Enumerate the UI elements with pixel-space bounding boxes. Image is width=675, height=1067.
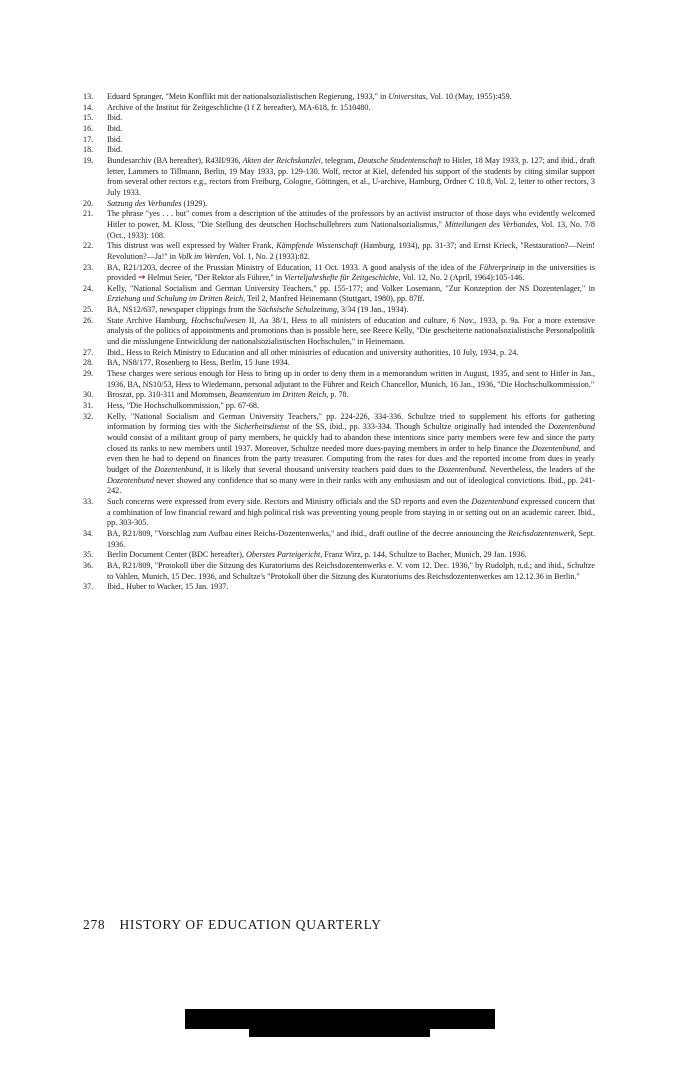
text-run: Kelly, "National Socialism and German University Teachers," pp. 224-226, 334-336. Schultze tried to supplement his efforts for gathering information by forming ties with the [107,411,595,432]
endnote [83,561,595,582]
endnote-text [107,358,290,367]
endnote-number: 37. [83,582,94,592]
italic-title: Dozentenbund [471,496,519,506]
endnote-text [107,348,518,357]
endnote-number: 14. [83,102,94,112]
endnote-number: 35. [83,550,94,560]
endnote [83,358,595,369]
endnote [83,582,595,593]
endnote [83,390,595,401]
endnote [83,497,595,529]
text-run: Vol. 13, No. 7/8 (Oct., 1933): 108. [107,219,595,240]
text-run: Franz Wirz, p. 144, Schultze to Bacher, Munich, 29 Jan. 1936. [322,550,527,560]
text-run: State Archive Hamburg, [107,315,192,325]
text-run: to Hitler, 18 May 1933, p. 127; and ibid., draft letter, Lammers to Tillmann, Berlin, 19 May 1933, pp. 129-130. Wolf, rector at Kiel, defended his support of the students by citing similar support from several other rectors e.g., rectors from Freiburg, Cologne, Göttingen, et al., U-archive, Hamburg, Ordner C 10.8, Vol. 2, letter to other rectors, 3 July 1933. [107,155,596,197]
endnote-number: 29. [83,369,94,379]
italic-title: Sicherheitsdienst [234,422,290,432]
text-run: p. 78. [328,390,349,400]
italic-title: Sächsische Schulzeitung, [257,305,339,315]
text-run: Ibid. [107,113,123,123]
text-run: Berlin Document Center (BDC hereafter), [107,550,246,560]
page-number: 278 [83,917,106,932]
text-run: Nevertheless, the leaders of the [487,464,596,474]
text-run: Archive of the Institut für Zeitgeschlichte (I f Z hereafter), MA-618, fr. 1510480. [107,102,371,112]
text-run: BA, NS12/637, newspaper clippings from the [107,305,258,315]
endnote-text [107,92,512,101]
endnote-number: 24. [83,283,94,293]
text-run: Teil 2, Manfred Heinemann (Stuttgart, 1980), pp. 87ff. [245,294,425,304]
italic-title: Volk im Werden, [178,251,231,261]
endnote-text [107,550,527,559]
endnote [83,103,595,114]
text-run: BA, R21/809, "Protokoll über die Sitzung des Kuratoriums des Reichsdozentenwerks e. V. vom 12. Dec. 1936," by Rudolph, n.d.; and ibid., Schultze to Vahlen, Munich, 15 Dec. 1936, and Schultze's "Protokoll über die Sitzung des Kuratoriums des Reichsdozentenwerkes am 12.12.36 in Berlin." [107,560,595,581]
endnote-number: 26. [83,315,94,325]
endnote-text [107,241,595,261]
endnote [83,135,595,146]
endnote [83,369,595,390]
endnote [83,145,595,156]
endnote-text [107,156,595,197]
italic-title: Dozentenbund, [531,443,581,453]
text-run: Ibid., Huber to Wacker, 15 Jan. 1937. [107,582,229,592]
endnote-number: 28. [83,358,94,368]
endnote [83,348,595,359]
text-run: Sept. 1936. [107,528,595,549]
endnote [83,316,595,348]
endnote [83,412,595,497]
endnote-number: 31. [83,401,94,411]
endnote-number: 13. [83,92,94,101]
endnote [83,284,595,305]
italic-title: Universitas, [388,92,428,101]
text-run: Vol. 1, No. 2 (1933):82. [230,251,310,261]
text-run: 3/34 (19 Jan., 1934). [338,305,409,315]
text-run: it is likely that several thousand university teachers paid dues to the [203,464,439,474]
endnote-text [107,369,595,389]
endnote [83,209,595,241]
endnote-text [107,263,595,283]
endnote-number: 33. [83,496,94,506]
text-run: would consist of a militant group of party members, he quickly had to abandon these intentions since party members were few and since the party closed its ranks to new members until 1937. Moreover, Schultze needed more dues-paying members in order to help finance the [107,433,595,453]
endnote-text [107,284,595,304]
text-run: II, Aa 38/1, Hess to all ministers of education and culture, 6 Nov., 1933, p. 9a. For a more extensive analysis of the politics of appointments and promotions than is possible here, see Reece Kelly, "Die gescheiterte nationalsozialistische Personalpolitik und die misslungene Entwicklung der nationalsozialistischen Hochschulen," in Heinemann. [107,315,595,347]
italic-title: Satzung des Verbandes [107,198,182,208]
endnote [83,529,595,550]
endnote-number: 21. [83,209,94,219]
endnote-text [107,412,595,496]
scan-redaction-bar [185,1009,495,1029]
italic-title: Reichsdozentenwerk, [507,528,577,538]
text-run: telegram, [322,155,358,165]
italic-title: Erziehung und Schulung im Dritten Reich, [107,294,246,304]
endnote [83,113,595,124]
endnote-number: 27. [83,347,94,357]
endnote [83,156,595,199]
text-run: Eduard Spranger, "Mein Konflikt mit der nationalsozialistischen Regierung, 1933," in [107,92,389,101]
red-arrow-icon: → [137,273,146,284]
text-run: Kelly, "National Socialism and German University Teachers," pp. 155-177; and Volker Losemann, "Zur Konzeption der NS Dozentenlager," in [107,283,595,293]
endnote-text [107,113,122,122]
text-run: and even then he had to depend on finances from the party treasurer. Computing from the rates for dues and the reported income from dues in yearly budget of the [107,443,595,474]
text-run: This distrust was well expressed by Walter Frank, [107,241,277,251]
endnote-text [107,316,595,346]
endnotes-list [83,92,595,593]
italic-title: Deutsche Studentenschaft [357,155,442,165]
italic-title: Vierteljahrshefte für Zeitgeschichte, [284,273,401,283]
text-run: of the SS, ibid., pp. 333-334. Though Schultze originally had intended the [289,422,549,432]
italic-title: Hochschulwesen [191,315,246,325]
endnote-text [107,305,408,314]
endnote-number: 30. [83,390,94,400]
endnote [83,305,595,316]
italic-title: Dozentenbund [107,475,154,485]
text-run: Ibid. [107,145,123,155]
italic-title: Führerprinzip [479,262,525,272]
scan-redaction-bar-lower [249,1029,430,1037]
text-run: BA, R21/1203, decree of the Prussian Ministry of Education, 11 Oct. 1933. A good analysis of the idea of the [107,262,480,272]
endnote-text [107,529,595,549]
endnote-number: 36. [83,560,94,570]
text-run: Hess, "Die Hochschulkommission," pp. 67-68. [107,401,259,411]
journal-title: HISTORY OF EDUCATION QUARTERLY [119,917,382,932]
endnote-text [107,390,349,399]
endnote [83,241,595,262]
endnote-number: 16. [83,123,94,133]
text-run: Ibid. [107,134,123,144]
italic-title: Mitteilungen des Verbandes, [444,219,539,229]
endnote-text [107,209,595,239]
endnote-text [107,135,122,144]
italic-title: Oberstes Parteigericht, [245,550,323,560]
text-run: expressed concern that a combination of low financial reward and high political risk was preventing young people from staying in or setting out on an academic career. Ibid., pp. 303-305. [107,496,595,528]
page-footer [83,917,382,933]
endnote [83,199,595,210]
endnote-number: 18. [83,145,94,155]
endnote-text [107,561,595,581]
text-run: Ibid. [107,123,123,133]
endnote-number: 22. [83,241,94,251]
endnote-number: 25. [83,305,94,315]
italic-title: Dozentenbund [548,422,595,432]
text-run: Ibid., Hess to Reich Ministry to Education and all other ministries of education and university authorities, 10 July, 1934, p. 24. [107,347,519,357]
endnote-text [107,582,228,591]
italic-title: Kämpfende Wissenschaft [276,241,358,251]
endnote [83,124,595,135]
text-run: The phrase "yes . . . but" comes from a description of the attitudes of the professors by an activist instructor of those days who evidently welcomed Hitler to power, M. Kloss, "Die Stellung des deutschen Hochschullehrers zum Nationalsozialismus," [107,209,595,229]
italic-title: Beamtentum im Dritten Reich, [229,390,329,400]
text-run: in the universities is provided [107,262,595,283]
text-run: Bundesarchiv (BA hereafter), R43II/936, [107,155,243,165]
text-run: Broszat, pp. 310-311 and Mommsen, [107,390,230,400]
italic-title: Akten der Reichskanzlei, [242,155,323,165]
italic-title: Dozentenbund, [154,464,204,474]
endnote-text [107,401,259,410]
endnote-text [107,103,371,112]
endnote [83,401,595,412]
italic-title: Dozentenbund. [438,464,487,474]
endnote-text [107,199,207,208]
endnote-number: 19. [83,155,94,165]
text-run: BA, R21/809, "Vorschlag zum Aufbau eines Reichs-Dozentenwerks," and ibid., draft outline of the decree announcing the [107,528,508,538]
text-run: These charges were serious enough for Hess to bring up in order to deny them in a memorandum written in August, 1935, and sent to Hitler in Jan., 1936, BA, NS10/53, Hess to Wiedemann, personal adjutant to the Führer and Reich Chancellor, Munich, 16 Jan., 1936, "Die Hochschulkommission." [107,369,595,389]
endnote-number: 23. [83,262,94,272]
endnote [83,92,595,103]
text-run: (Hamburg, 1934), pp. 31-37; and Ernst Krieck, "Restauration?—Nein! Revolution?—Ja!" in [107,241,596,261]
endnote-number: 20. [83,198,94,208]
endnote-number: 32. [83,411,94,421]
endnote-number: 34. [83,528,94,538]
endnote-number: 17. [83,134,94,144]
endnote-text [107,124,122,133]
text-run: Helmut Seier, "Der Rektor als Führer," in [145,273,285,283]
text-run: BA, NS8/177, Rosenberg to Hess, Berlin, 15 June 1934. [107,358,290,368]
endnote [83,263,595,284]
text-run: Vol. 12, No. 2 (April, 1964):105-146. [400,273,525,283]
text-run: (1929). [181,198,208,208]
endnote [83,550,595,561]
text-run: Such concerns were expressed from every side. Rectors and Ministry officials and the SD reports and even the [107,496,472,506]
endnote-text [107,145,122,154]
endnote-text [107,497,595,527]
endnote-number: 15. [83,113,94,123]
text-run: Vol. 10 (May, 1955):459. [427,92,512,101]
text-run: never showed any confidence that so many were in their ranks with any enthusiasm and out of ideological convictions. Ibid., pp. 241-242. [107,475,595,496]
